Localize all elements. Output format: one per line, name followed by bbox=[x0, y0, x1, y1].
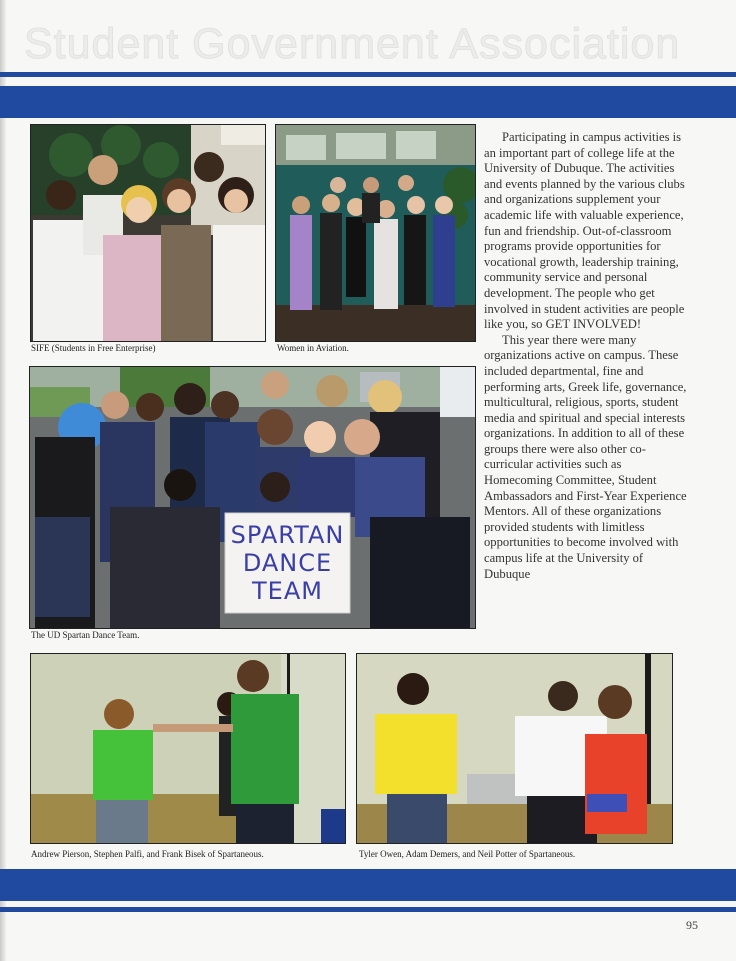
dance-team-sign bbox=[225, 513, 350, 613]
footer-rule-band bbox=[0, 869, 736, 901]
header-rule-band bbox=[0, 86, 736, 118]
caption-women-in-aviation: Women in Aviation. bbox=[277, 343, 349, 353]
body-paragraph-1: Participating in campus activities is an important part of college life at the University of Dubuque. The activities and events planned by the various clubs and organizations supplement your academic life with valuable experience, fun and friendship. Out-of-classroom programs provide opportunities for vocational growth, leadership training, community service and personal development. The people who get involved in student activities are people like you, so GET INVOLVED! bbox=[484, 130, 685, 332]
photo-women-in-aviation bbox=[275, 124, 476, 342]
ghost-section-title: Student Government Association bbox=[24, 20, 681, 68]
caption-spartaneous-right: Tyler Owen, Adam Demers, and Neil Potter of Spartaneous. bbox=[359, 849, 576, 859]
footer-rule-thin bbox=[0, 907, 736, 912]
body-paragraph-2: This year there were many organizations active on campus. These included departmental, fine and performing arts, Greek life, governance, multicultural, religious, sports, student media and spiritual and special interests organizations. In addition to all of these groups there were also other co-curricular activities such as Homecoming Committee, Student Ambassadors and First-Year Experience Mentors. All of these organizations provided students with limitless opportunities to become involved with campus life at the University of Dubuque bbox=[484, 332, 687, 581]
caption-sife: SIFE (Students in Free Enterprise) bbox=[31, 343, 156, 353]
header-rule-thin bbox=[0, 72, 736, 77]
page-edge-shadow bbox=[0, 0, 6, 961]
body-text-column bbox=[484, 130, 690, 582]
caption-spartaneous-left: Andrew Pierson, Stephen Palfi, and Frank Bisek of Spartaneous. bbox=[31, 849, 264, 859]
page-number: 95 bbox=[686, 918, 698, 932]
photo-spartaneous-right bbox=[356, 653, 673, 844]
sign-line-2: DANCE bbox=[242, 549, 333, 577]
photo-spartaneous-left bbox=[30, 653, 346, 844]
photo-spartan-dance-team bbox=[29, 366, 476, 629]
photo-sife-group bbox=[30, 124, 266, 342]
sign-line-3: TEAM bbox=[252, 577, 323, 605]
sign-line-1: SPARTAN bbox=[230, 521, 345, 549]
caption-dance-team: The UD Spartan Dance Team. bbox=[31, 630, 140, 640]
